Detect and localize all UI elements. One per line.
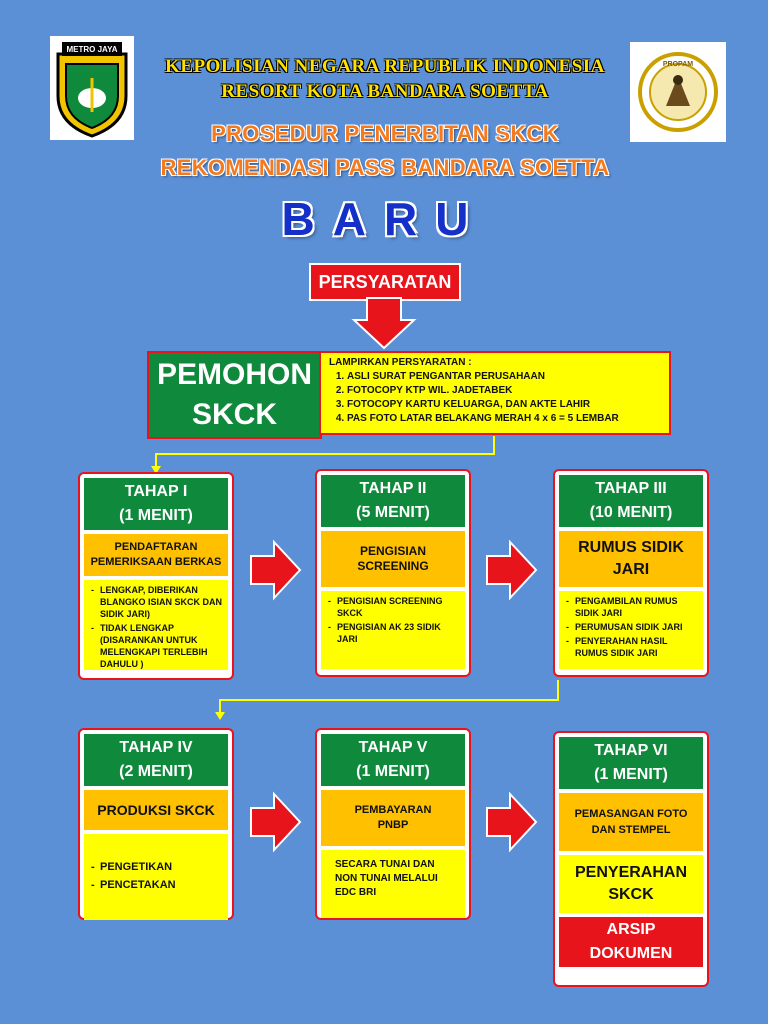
note-item: - PENGAMBILAN RUMUS SIDIK JARI [575, 595, 697, 619]
stage-3-header [559, 475, 703, 527]
stage-title: TAHAP V [358, 739, 428, 756]
note-item: - PERUMUSAN SIDIK JARI [575, 621, 697, 633]
stage-title: TAHAP IV [119, 739, 193, 756]
connector-line [220, 680, 558, 716]
stage-notes [321, 591, 465, 669]
subtitle-line1: PROSEDUR PENERBITAN SKCK [211, 121, 559, 146]
requirement-item: 2. FOTOCOPY KTP WIL. JADETABEK [347, 384, 661, 398]
stage-2-header [321, 475, 465, 527]
note-item: - LENGKAP, DIBERIKAN BLANGKO ISIAN SKCK DAN SIDIK JARI) [100, 584, 222, 620]
stage-step: PENDAFTARAN PEMERIKSAAN BERKAS [84, 534, 228, 576]
stage-title: TAHAP I [124, 483, 188, 500]
right-arrow-icon [487, 794, 536, 850]
requirement-item: 4. PAS FOTO LATAR BELAKANG MERAH 4 x 6 = 5 LEMBAR [347, 412, 661, 426]
pemohon-line2: SKCK [191, 398, 277, 431]
pemohon-line1: PEMOHON [156, 358, 312, 391]
stage-step: PEMASANGAN FOTO DAN STEMPEL [559, 793, 703, 851]
note-item: - TIDAK LENGKAP (DISARANKAN UNTUK MELENGKAPI TERLEBIH DAHULU ) [100, 622, 222, 670]
right-arrow-icon [487, 542, 536, 598]
stage-1-header [84, 478, 228, 530]
stage-time: (5 MENIT) [356, 504, 430, 521]
connector-line [156, 436, 494, 470]
stage-1-card [78, 472, 234, 680]
stage-5-card [315, 728, 471, 920]
stage-title: TAHAP VI [594, 742, 668, 759]
stage-2-card [315, 469, 471, 677]
stage-title: TAHAP III [595, 480, 667, 497]
requirements-title: LAMPIRKAN PERSYARATAN : [329, 357, 472, 368]
note-item: - PENCETAKAN [100, 877, 176, 893]
stage-notes [84, 580, 228, 670]
stage-step: PRODUKSI SKCK [84, 790, 228, 830]
svg-text:METRO JAYA: METRO JAYA [66, 45, 118, 54]
stage-time: (1 MENIT) [594, 766, 668, 783]
stage-6-header [559, 737, 703, 789]
archive-line2: DOKUMEN [589, 945, 673, 962]
handover-skck: PENYERAHAN SKCK [559, 855, 703, 913]
svg-text:PROPAM: PROPAM [662, 61, 694, 68]
stage-notes [84, 834, 228, 920]
note-item: - PENGETIKAN [100, 859, 176, 875]
stage-4-header [84, 734, 228, 786]
right-arrow-icon [251, 542, 300, 598]
stage-step: PEMBAYARAN PNBP [321, 790, 465, 846]
stage-notes [559, 591, 703, 669]
note-item: - PENGISIAN SCREENING SKCK [337, 595, 459, 619]
stage-6-card [553, 731, 709, 987]
note-item: - PENGISIAN AK 23 SIDIK JARI [337, 621, 459, 645]
requirement-item: 3. FOTOCOPY KARTU KELUARGA, DAN AKTE LAHIR [347, 398, 661, 412]
baru-title: BARU [281, 193, 487, 245]
stage-step: RUMUS SIDIK JARI [559, 531, 703, 587]
stage-time: (1 MENIT) [356, 763, 430, 780]
header-line2: RESORT KOTA BANDARA SOETTA [221, 81, 549, 102]
header-line1: KEPOLISIAN NEGARA REPUBLIK INDONESIA [165, 56, 605, 77]
stage-step: PENGISIAN SCREENING [321, 531, 465, 587]
requirement-item: 1. ASLI SURAT PENGANTAR PERUSAHAAN [347, 370, 661, 384]
persyaratan-label: PERSYARATAN [309, 263, 461, 301]
pemohon-skck-box [147, 351, 322, 439]
subtitle-line2: REKOMENDASI PASS BANDARA SOETTA [160, 155, 610, 180]
archive-box [559, 917, 703, 967]
stage-4-card [78, 728, 234, 920]
stage-5-header [321, 734, 465, 786]
stage-time: (2 MENIT) [119, 763, 193, 780]
down-arrow-icon [354, 298, 414, 348]
stage-time: (1 MENIT) [119, 507, 193, 524]
archive-line1: ARSIP [606, 921, 656, 938]
stage-3-card [553, 469, 709, 677]
note-item: - PENYERAHAN HASIL RUMUS SIDIK JARI [575, 635, 697, 659]
stage-time: (10 MENIT) [589, 504, 673, 521]
requirements-box [319, 351, 671, 435]
right-arrow-icon [251, 794, 300, 850]
stage-note-text: SECARA TUNAI DAN NON TUNAI MELALUI EDC BRI [321, 850, 465, 918]
stage-title: TAHAP II [359, 480, 427, 497]
